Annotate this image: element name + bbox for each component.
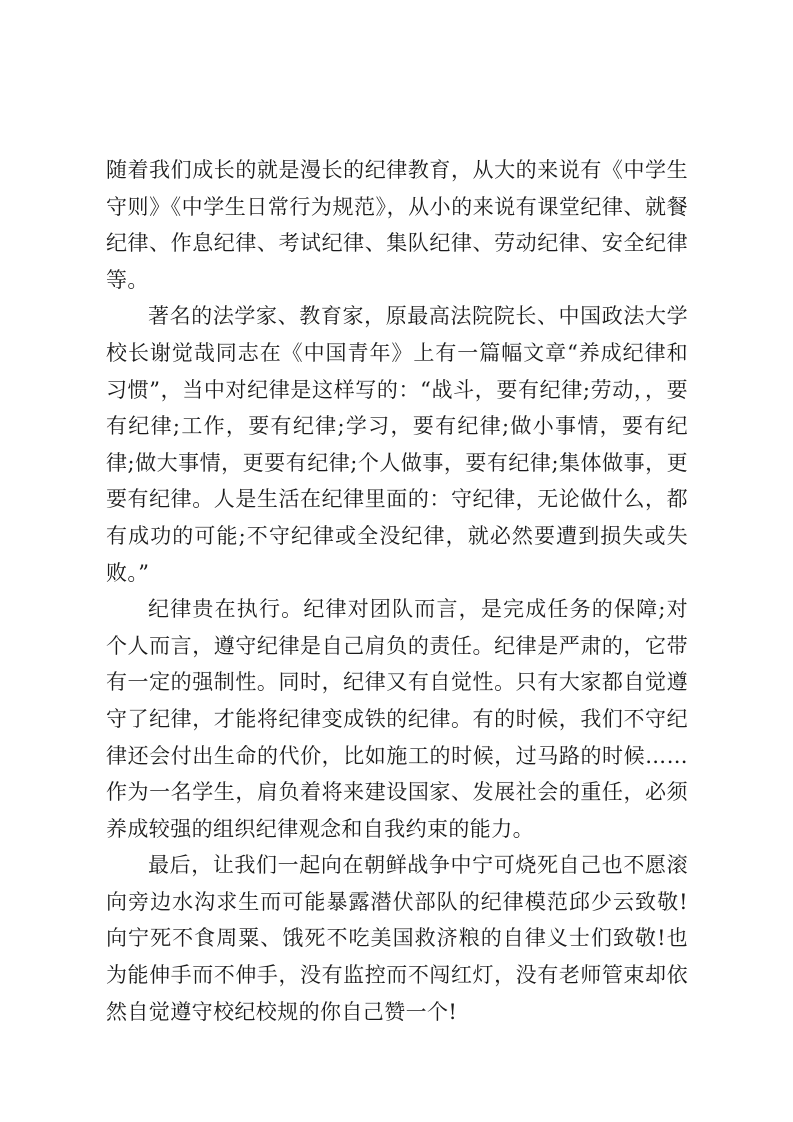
paragraph-discipline-execution: 纪律贵在执行。纪律对团队而言，是完成任务的保障;对个人而言，遵守纪律是自己肩负的责任。纪律是严肃的，它带有一定的强制性。同时，纪律又有自觉性。只有大家都自觉遵守了纪律，才能将纪律变成铁的纪律。有的时候，我们不守纪律还会付出生命的代价，比如施工的时候，过马路的时候……作为一名学生，肩负着将来建设国家、发展社会的重任，必须养成较强的组织纪律观念和自我约束的能力。 bbox=[106, 597, 688, 841]
paragraph-discipline-education: 随着我们成长的就是漫长的纪律教育，从大的来说有《中学生守则》《中学生日常行为规范》，从小的来说有课堂纪律、就餐纪律、作息纪律、考试纪律、集队纪律、劳动纪律、安全纪律等。 bbox=[106, 158, 688, 292]
paragraph-closing-tribute: 最后，让我们一起向在朝鲜战争中宁可烧死自己也不愿滚向旁边水沟求生而可能暴露潜伏部队的纪律模范邱少云致敬!向宁死不食周粟、饿死不吃美国救济粮的自律义士们致敬!也为能伸手而不伸手，没有监控而不闯红灯，没有老师管束却依然自觉遵守校纪校规的你自己赞一个! bbox=[106, 853, 688, 1024]
paragraph-xie-juezai-quote: 著名的法学家、教育家，原最高法院院长、中国政法大学校长谢觉哉同志在《中国青年》上有一篇幅文章“养成纪律和习惯”，当中对纪律是这样写的：“战斗，要有纪律;劳动，，要有纪律;工作，要有纪律;学习，要有纪律;做小事情，要有纪律;做大事情，更要有纪律;个人做事，要有纪律;集体做事，更要有纪律。人是生活在纪律里面的：守纪律，无论做什么，都有成功的可能;不守纪律或全没纪律，就必然要遭到损失或失败。” bbox=[106, 304, 688, 585]
document-body bbox=[106, 152, 688, 1030]
